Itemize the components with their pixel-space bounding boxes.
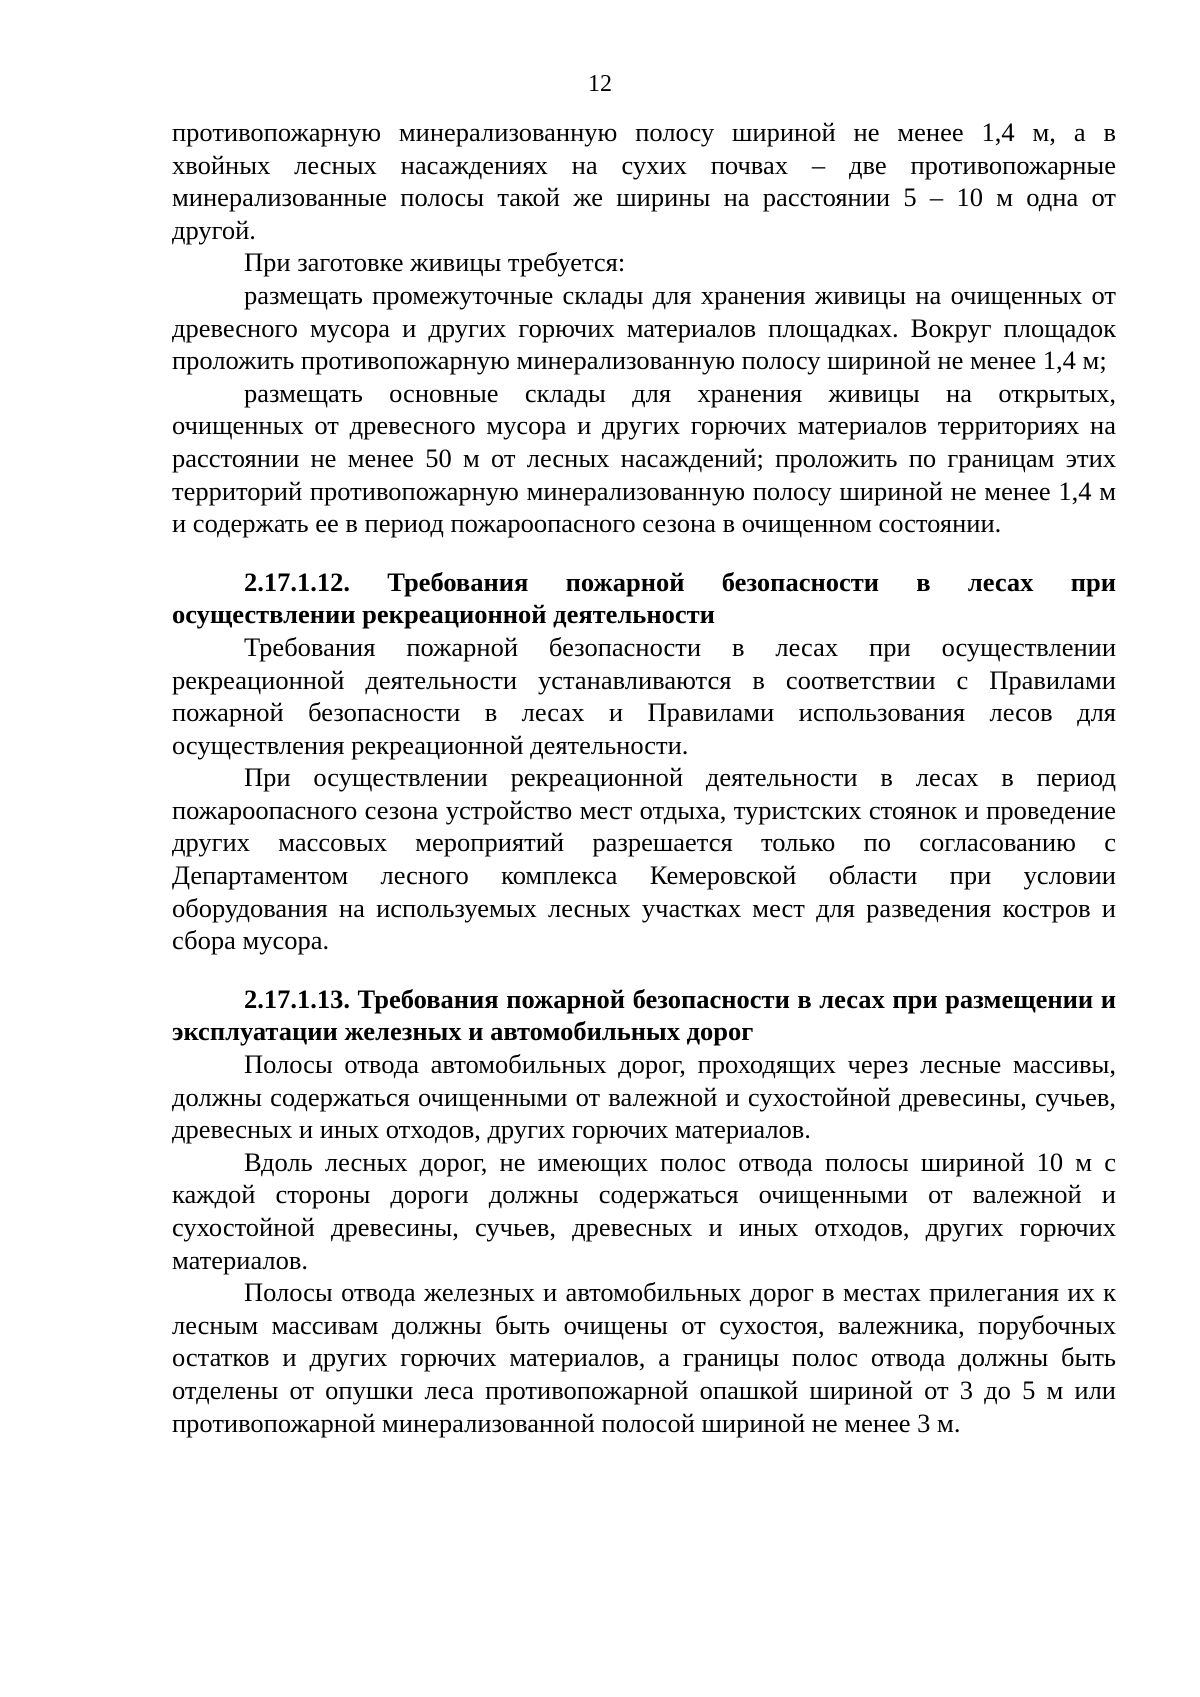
paragraph-recreation-rules: Требования пожарной безопасности в лесах при осуществлении рекреационной деятельности устанавливаются в соответствии с Правилами пожарной безопасности в лесах и Правилами использования лесов для осуществления рекреационной деятельности. [172,631,1116,760]
paragraph-recreation-season: При осуществлении рекреационной деятельности в лесах в период пожароопасного сезона устройство мест отдыха, туристских стоянок и проведение других массовых мероприятий разрешается только по согласованию с Департаментом лесного комплекса Кемеровской области при условии оборудования на используемых лесных участках мест для разведения костров и сбора мусора. [172,762,1116,956]
paragraph-road-strips: Полосы отвода автомобильных дорог, проходящих через лесные массивы, должны содержаться очищенными от валежной и сухостойной древесины, сучьев, древесных и иных отходов, других горючих материалов. [172,1049,1116,1145]
paragraph-resin-intro: При заготовке живицы требуется: [244,247,626,278]
paragraph-main-storage: размещать основные склады для хранения живицы на открытых, очищенных от древесного мусора и других горючих материалов территориях на расстоянии не менее 50 м от лесных насаждений; проложить по границам этих территорий противопожарную минерализованную полосу шириной не менее 1,4 м и содержать ее в период пожароопасного сезона в очищенном состоянии. [172,377,1116,539]
paragraph-forest-roads: Вдоль лесных дорог, не имеющих полос отвода полосы шириной 10 м с каждой стороны дороги должны содержаться очищенными от валежной и сухостойной древесины, сучьев, древесных и иных отходов, других горючих материалов. [172,1146,1116,1275]
section-heading-2-17-1-12: 2.17.1.12. Требования пожарной безопасности в лесах при осуществлении рекреационной деятельности [172,566,1116,630]
section-heading-2-17-1-13: 2.17.1.13. Требования пожарной безопасности в лесах при размещении и эксплуатации железных и автомобильных дорог [172,983,1116,1047]
paragraph-continuation: противопожарную минерализованную полосу шириной не менее 1,4 м, а в хвойных лесных насаждениях на сухих почвах – две противопожарные минерализованные полосы такой же ширины на расстоянии 5 – 10 м одна от другой. [172,117,1116,245]
paragraph-railway-roads: Полосы отвода железных и автомобильных дорог в местах прилегания их к лесным массивам должны быть очищены от сухостоя, валежника, порубочных остатков и других горючих материалов, а границы полос отвода должны быть отделены от опушки леса противопожарной опашкой шириной от 3 до 5 м или противопожарной минерализованной полосой шириной не менее 3 м. [172,1277,1116,1438]
paragraph-intermediate-storage: размещать промежуточные склады для хранения живицы на очищенных от древесного мусора и других горючих материалов площадках. Вокруг площадок проложить противопожарную минерализованную полосу шириной не менее 1,4 м; [172,279,1116,376]
document-body [172,116,1116,1439]
page-number: 12 [588,71,612,97]
